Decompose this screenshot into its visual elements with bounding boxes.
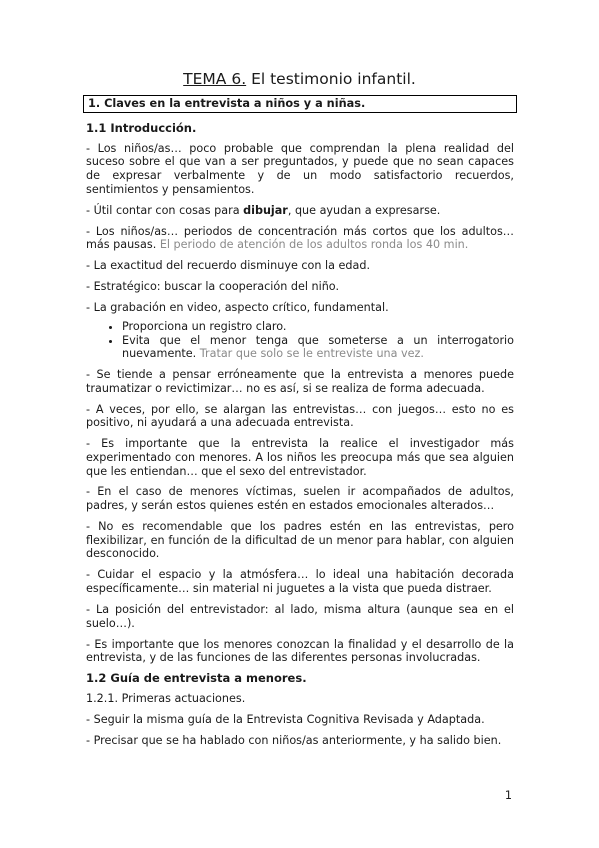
paragraph-4: - La exactitud del recuerdo disminuye con la edad. [86, 259, 371, 273]
paragraph-13: - La posición del entrevistador: al lado, misma altura (aunque sea en el suelo…). [86, 602, 514, 630]
content [86, 122, 514, 755]
bullet-item-1: • Proporciona un registro claro. [122, 320, 514, 334]
bullet-item-2-gray-note: Tratar que solo se le entreviste una vez. [199, 347, 424, 361]
paragraph-3-gray-note: El periodo de atención de los adultos ronda los 40 min. [159, 238, 469, 252]
paragraph-16: - Seguir la misma guía de la Entrevista Cognitiva Revisada y Adaptada. [86, 712, 485, 726]
paragraph-9: - Es importante que la entrevista la realice el investigador más experimentado con menores. A los niños les preocupa más que sea alguien que les entiendan… que el sexo del entrevistador. [86, 437, 514, 478]
bullet-item-2-text: Evita que el menor tenga que someterse a un interrogatorio nuevamente. [122, 333, 514, 361]
paragraph-10: - En el caso de menores víctimas, suelen ir acompañados de adultos, padres, y serán estos quienes estén en estados emocionales alterados… [86, 485, 514, 513]
page-number: 1 [504, 789, 512, 802]
bullet-item-2 [122, 334, 514, 361]
paragraph-2-text-a: - Útil contar con cosas para [86, 203, 244, 217]
paragraph-3-text: - Los niños/as… periodos de concentración más cortos que los adultos… más pausas. [86, 224, 514, 252]
bullet-list [86, 320, 514, 361]
paragraph-6: - La grabación en video, aspecto crítico, fundamental. [86, 300, 389, 314]
paragraph-15: 1.2.1. Primeras actuaciones. [86, 691, 246, 705]
section-1-heading: 1. Claves en la entrevista a niños y a niñas. [83, 95, 517, 113]
document-title [0, 70, 599, 88]
paragraph-17: - Precisar que se ha hablado con niños/as anteriormente, y ha salido bien. [86, 733, 502, 747]
paragraph-2-text-c: , que ayudan a expresarse. [287, 203, 441, 217]
subsection-1-2-heading: 1.2 Guía de entrevista a menores. [86, 671, 307, 686]
paragraph-2-bold: dibujar [243, 203, 288, 217]
paragraph-14: - Es importante que los menores conozcan la finalidad y el desarrollo de la entrevista, y de las funciones de las diferentes personas involucradas. [86, 637, 514, 665]
paragraph-8: - A veces, por ello, se alargan las entrevistas… con juegos… esto no es positivo, ni ayudará a una adecuada entrevista. [86, 402, 514, 430]
paragraph-2 [86, 204, 514, 218]
paragraph-3 [86, 225, 514, 252]
paragraph-5: - Estratégico: buscar la cooperación del niño. [86, 280, 340, 294]
subsection-1-1-heading: 1.1 Introducción. [86, 121, 197, 135]
paragraph-11: - No es recomendable que los padres estén en las entrevistas, pero flexibilizar, en función de la dificultad de un menor para hablar, con alguien desconocido. [86, 520, 514, 561]
paragraph-12: - Cuidar el espacio y la atmósfera… lo ideal una habitación decorada específicamente… sin material ni juguetes a la vista que pueda distraer. [86, 568, 514, 596]
paragraph-7: - Se tiende a pensar erróneamente que la entrevista a menores puede traumatizar o revictimizar… no es así, si se realiza de forma adecuada. [86, 367, 514, 395]
paragraph-1: - Los niños/as… poco probable que comprendan la plena realidad del suceso sobre el que van a ser preguntados, y puede que no sean capaces de expresar verbalmente y de un modo satisfactorio recuerdos, sentimientos y pensamientos. [86, 141, 514, 196]
title-tema: TEMA 6. [183, 70, 247, 88]
title-rest: El testimonio infantil. [246, 70, 416, 88]
